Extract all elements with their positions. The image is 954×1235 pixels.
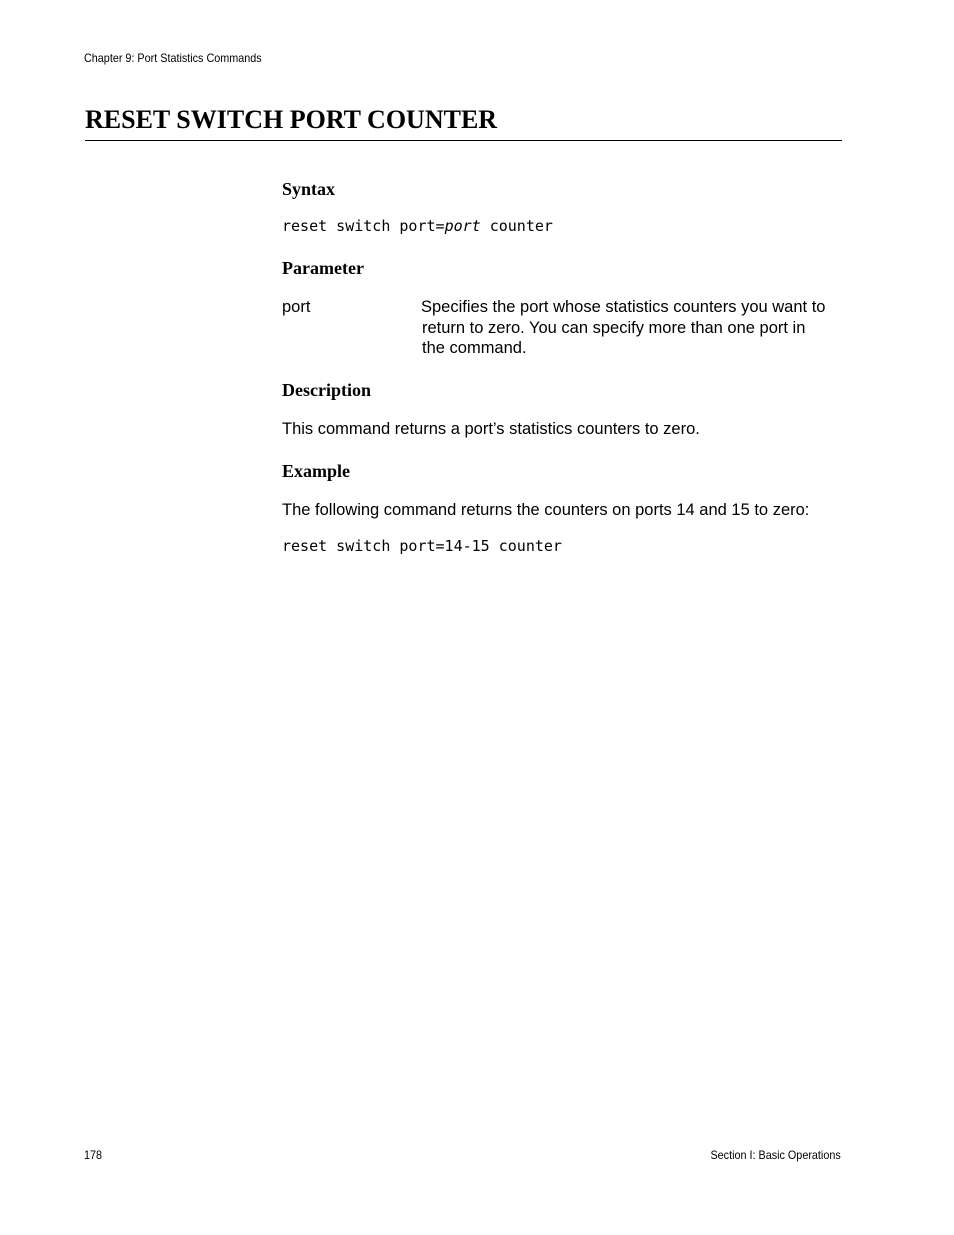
description-heading: Description: [282, 380, 371, 400]
description-text: This command returns a port’s statistics counters to zero.: [282, 420, 700, 438]
running-header: Chapter 9: Port Statistics Commands: [84, 51, 262, 65]
footer-section: Section I: Basic Operations: [710, 1148, 841, 1162]
example-code: reset switch port=14-15 counter: [282, 537, 562, 555]
parameter-heading: Parameter: [282, 258, 364, 278]
parameter-description-line: Specifies the port whose statistics counters you want to: [421, 298, 826, 316]
parameter-name: port: [282, 298, 311, 316]
syntax-code-suffix: counter: [480, 217, 553, 235]
syntax-code-prefix: reset switch port=: [282, 217, 445, 235]
syntax-code-variable: port: [444, 217, 481, 235]
parameter-description-line: the command.: [422, 339, 527, 357]
page-title: RESET SWITCH PORT COUNTER: [85, 105, 498, 134]
example-text: The following command returns the counters on ports 14 and 15 to zero:: [282, 501, 810, 519]
parameter-description-line: return to zero. You can specify more than one port in: [422, 318, 806, 337]
syntax-heading: Syntax: [282, 179, 336, 199]
example-heading: Example: [282, 461, 351, 481]
page-number: 178: [84, 1148, 103, 1162]
syntax-code: [282, 217, 553, 235]
parameter-description: [421, 297, 846, 359]
title-rule: [85, 140, 842, 141]
